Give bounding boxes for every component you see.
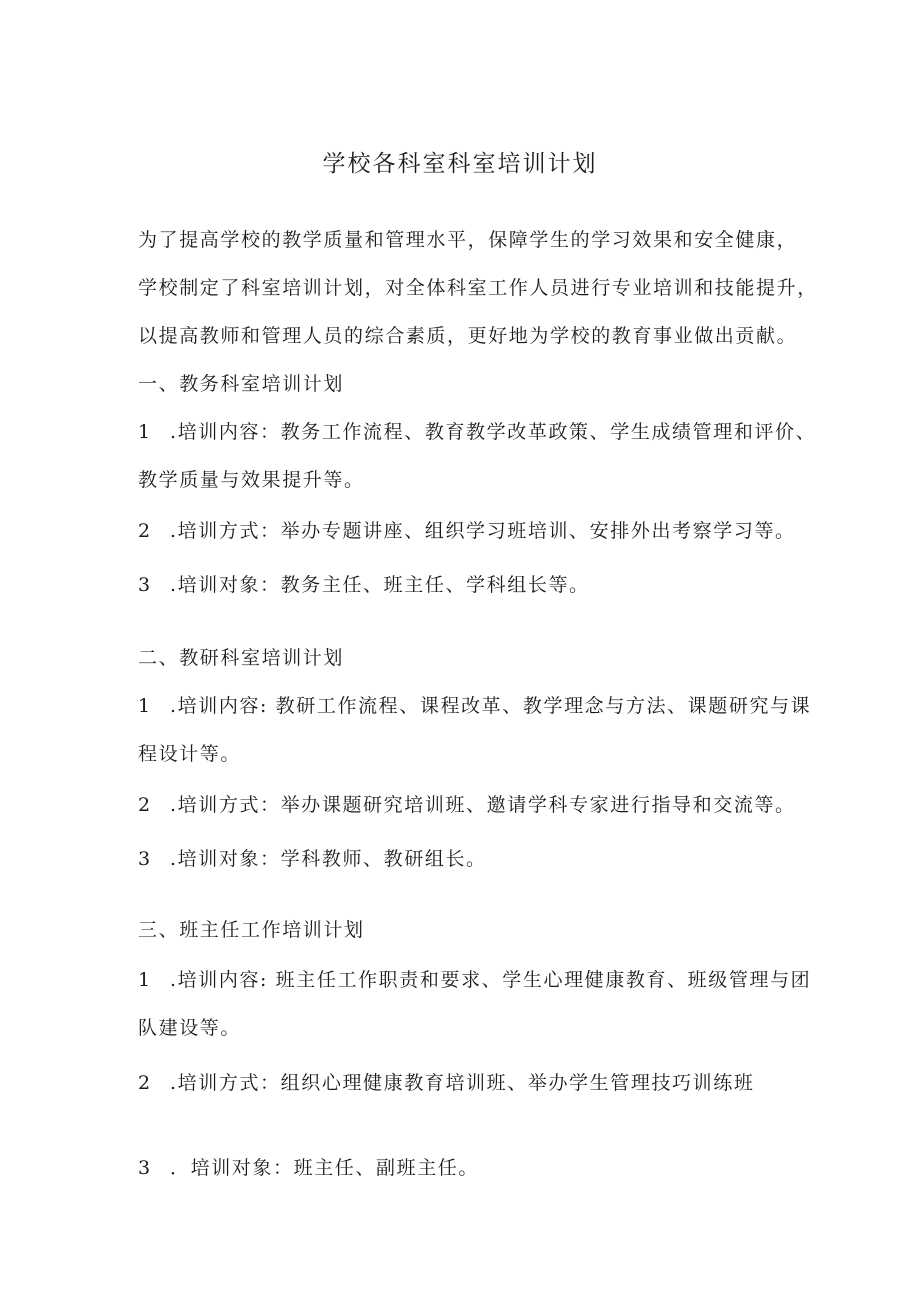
item-number: 1 <box>138 695 152 717</box>
list-item <box>138 966 812 994</box>
intro-line: 学校制定了科室培训计划，对全体科室工作人员进行专业培训和技能提升， <box>138 277 818 299</box>
item-text: .培训方式：举办课题研究培训班、邀请学科专家进行指导和交流等。 <box>170 794 796 816</box>
item-continuation: 队建设等。 <box>138 1017 242 1039</box>
list-item <box>138 845 788 873</box>
item-number: 2 <box>138 794 152 816</box>
page-title: 学校各科室科室培训计划 <box>322 151 598 177</box>
section-heading: 一、教务科室培训计划 <box>138 373 345 395</box>
item-text: .培训对象：学科教师、教研组长。 <box>170 848 487 870</box>
item-text: .培训方式：组织心理健康教育培训班、举办学生管理技巧训练班 <box>170 1072 755 1094</box>
list-item <box>138 571 788 599</box>
item-text: .培训内容：教务工作流程、教育教学改革政策、学生成绩管理和评价、 <box>170 421 817 443</box>
list-item <box>138 791 796 819</box>
item-text: .培训对象：教务主任、班主任、学科组长等。 <box>170 574 590 596</box>
section-heading: 三、班主任工作培训计划 <box>138 919 365 941</box>
item-continuation: 教学质量与效果提升等。 <box>138 469 365 491</box>
item-text: .培训内容: 班主任工作职责和要求、学生心理健康教育、班级管理与团 <box>170 969 812 991</box>
item-number: 1 <box>138 969 152 991</box>
section-heading: 二、教研科室培训计划 <box>138 647 345 669</box>
item-text: ．培训对象：班主任、副班主任。 <box>170 1157 480 1179</box>
item-text: .培训方式：举办专题讲座、组织学习班培训、安排外出考察学习等。 <box>170 520 796 542</box>
list-item <box>138 692 812 720</box>
item-number: 3 <box>138 848 152 870</box>
intro-line: 以提高教师和管理人员的综合素质，更好地为学校的教育事业做出贡献。 <box>138 325 798 347</box>
item-number: 2 <box>138 520 152 542</box>
list-item <box>138 418 817 446</box>
list-item <box>138 517 796 545</box>
item-number: 3 <box>138 574 152 596</box>
item-continuation: 程设计等。 <box>138 743 242 765</box>
list-item <box>138 1154 788 1182</box>
item-text: .培训内容: 教研工作流程、课程改革、教学理念与方法、课题研究与课 <box>170 695 812 717</box>
item-number: 3 <box>138 1157 152 1179</box>
list-item <box>138 1069 788 1097</box>
item-number: 1 <box>138 421 152 443</box>
item-number: 2 <box>138 1072 152 1094</box>
intro-line: 为了提高学校的教学质量和管理水平，保障学生的学习效果和安全健康， <box>138 229 798 251</box>
